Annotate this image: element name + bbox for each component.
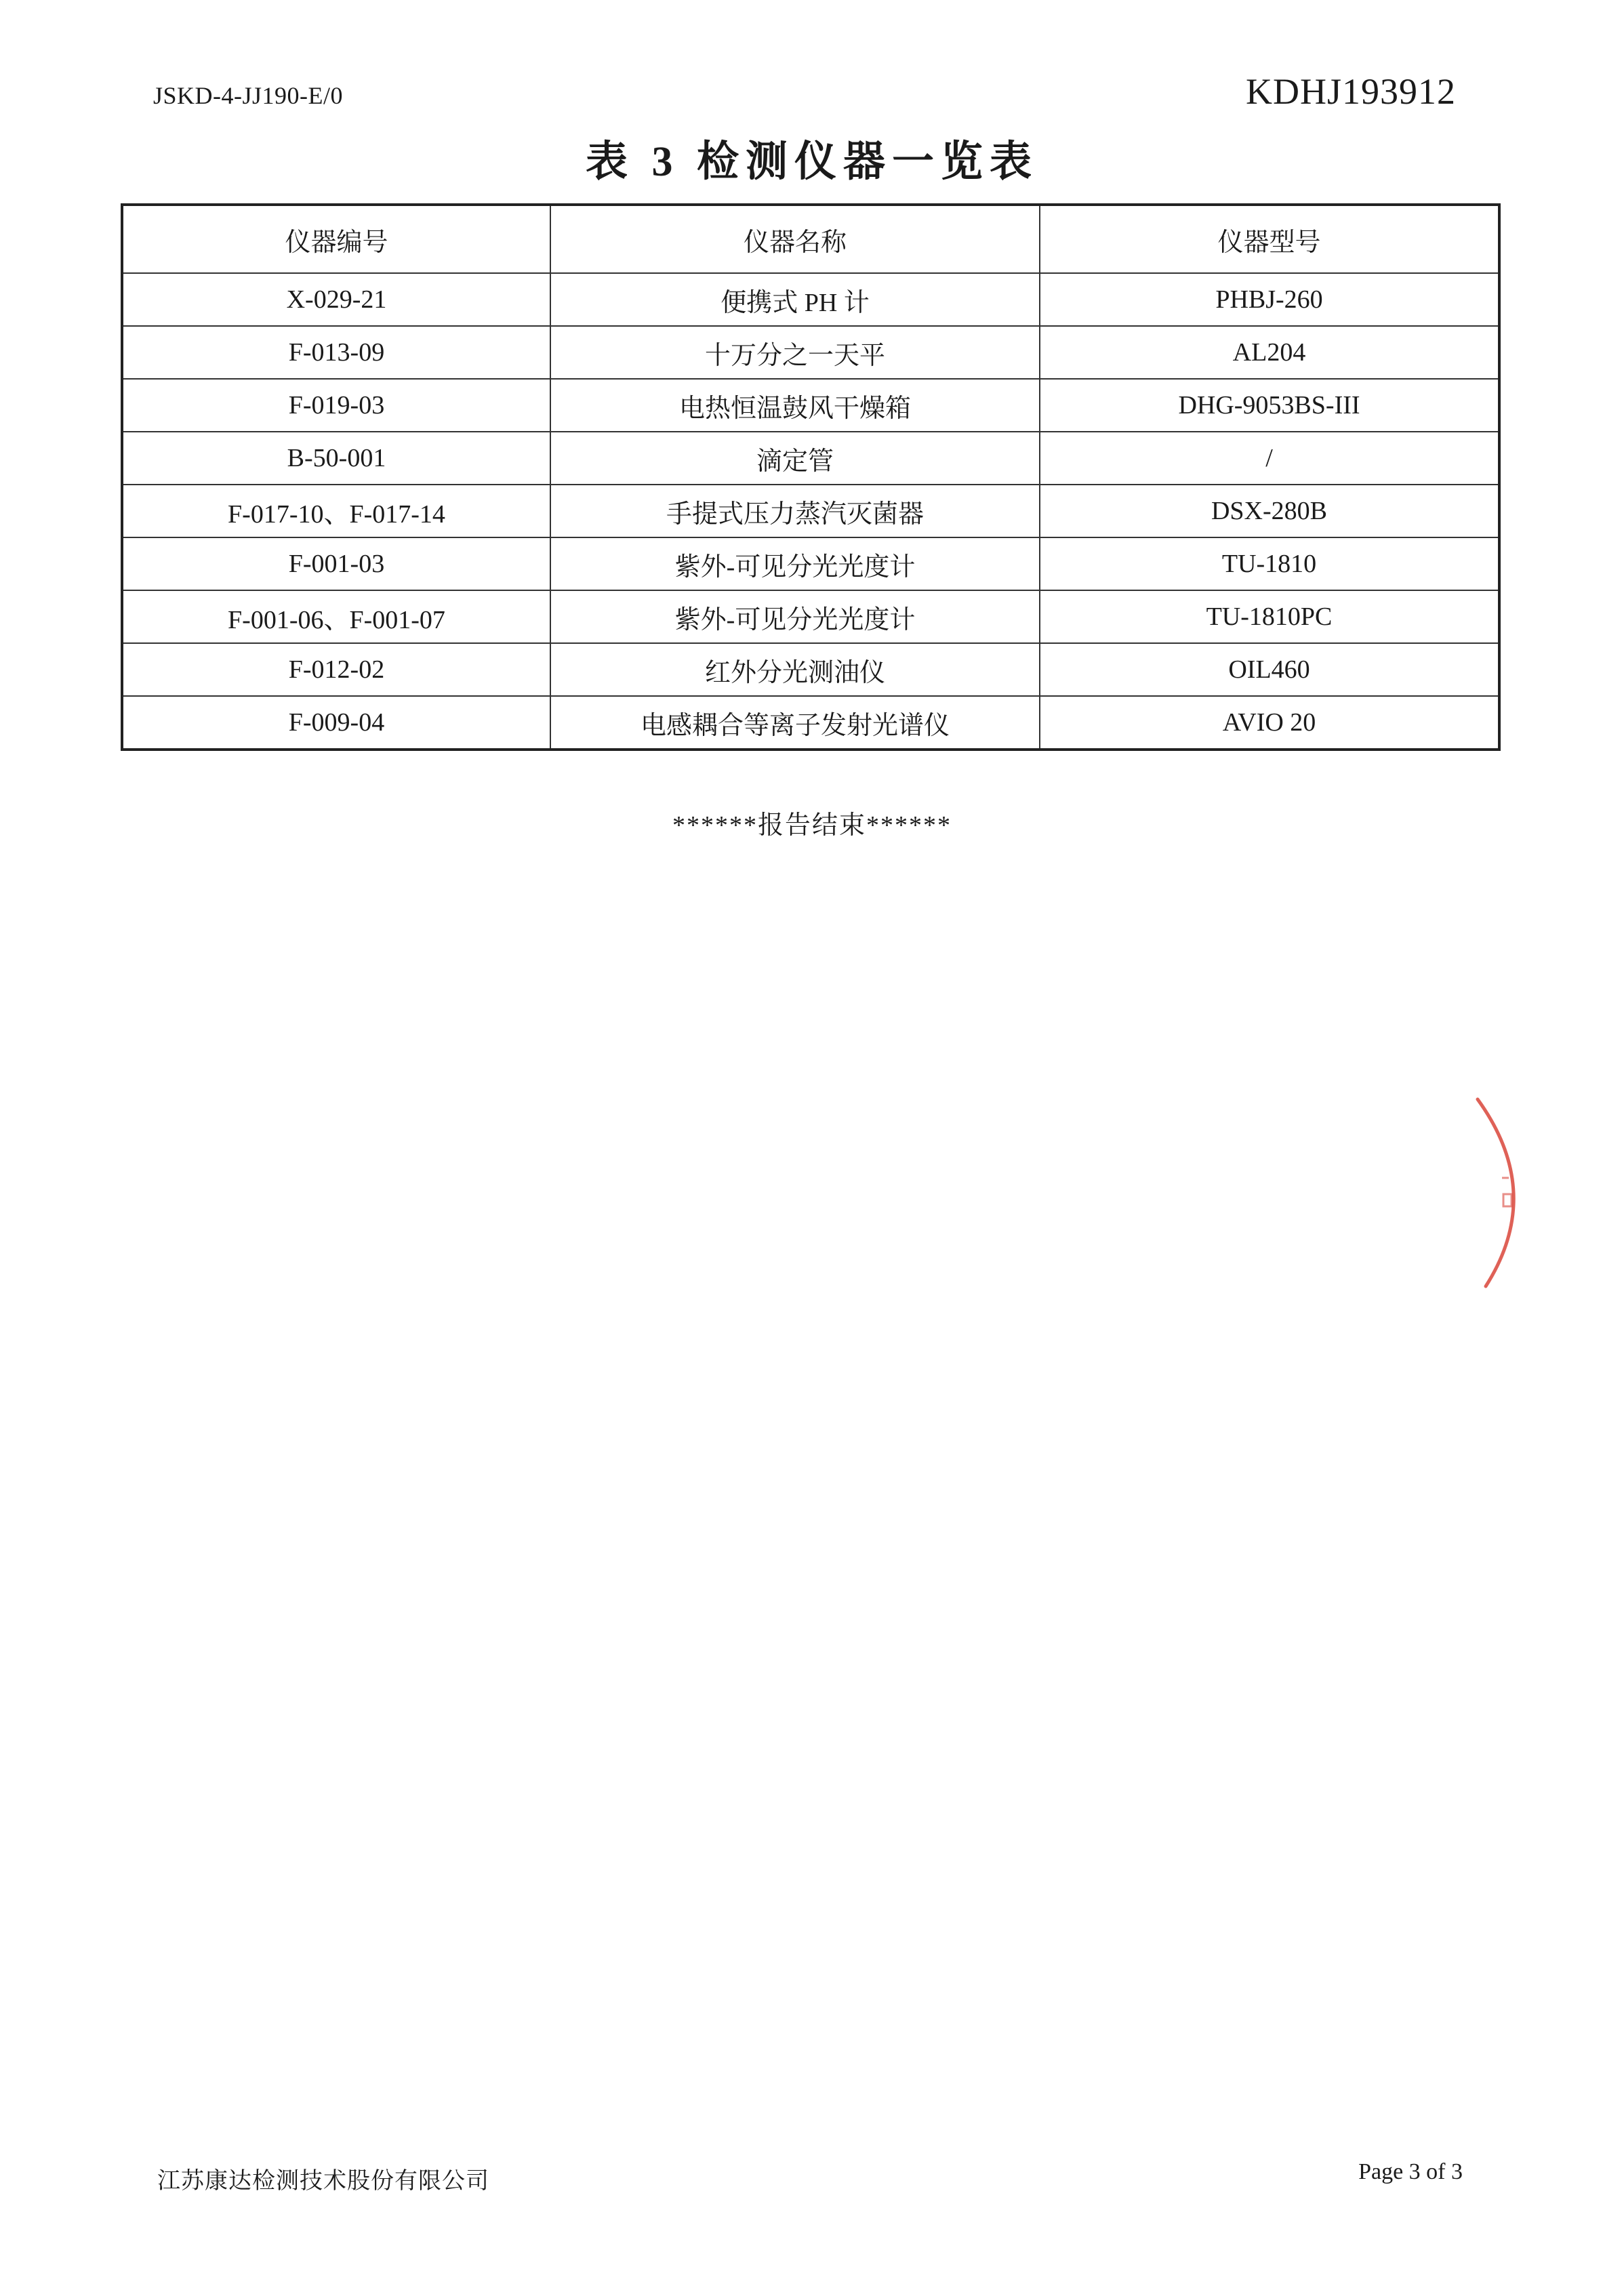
instrument-name-cell: 手提式压力蒸汽灭菌器 xyxy=(550,485,1040,537)
instrument-table xyxy=(123,206,1498,748)
instrument-id-cell: F-009-04 xyxy=(123,696,550,748)
instrument-name-cell: 十万分之一天平 xyxy=(550,326,1040,379)
table-row xyxy=(123,537,1498,590)
column-header-instrument-name: 仪器名称 xyxy=(550,206,1040,273)
instrument-model-cell: DSX-280B xyxy=(1040,485,1498,537)
instrument-id-cell: F-013-09 xyxy=(123,326,550,379)
instrument-name-cell: 红外分光测油仪 xyxy=(550,643,1040,696)
instrument-name-cell: 滴定管 xyxy=(550,432,1040,485)
seal-stamp-icon xyxy=(1464,1091,1545,1294)
instrument-model-cell: PHBJ-260 xyxy=(1040,273,1498,326)
column-header-instrument-id: 仪器编号 xyxy=(123,206,550,273)
table-title: 表 3 检测仪器一览表 xyxy=(585,139,1038,185)
instrument-name-cell: 电热恒温鼓风干燥箱 xyxy=(550,379,1040,432)
instrument-model-cell: / xyxy=(1040,432,1498,485)
instrument-model-cell: AL204 xyxy=(1040,326,1498,379)
instrument-model-cell: TU-1810 xyxy=(1040,537,1498,590)
instrument-id-cell: F-012-02 xyxy=(123,643,550,696)
report-number: KDHJ193912 xyxy=(1245,71,1456,112)
document-code: JSKD-4-JJ190-E/0 xyxy=(153,82,344,109)
report-end-mark: ******报告结束****** xyxy=(672,811,952,840)
table-row xyxy=(123,432,1498,485)
instrument-name-cell: 紫外-可见分光光度计 xyxy=(550,537,1040,590)
instrument-id-cell: B-50-001 xyxy=(123,432,550,485)
table-row xyxy=(123,326,1498,379)
table-row xyxy=(123,696,1498,748)
instrument-model-cell: DHG-9053BS-III xyxy=(1040,379,1498,432)
instrument-table-frame xyxy=(121,203,1501,751)
instrument-name-cell: 电感耦合等离子发射光谱仪 xyxy=(550,696,1040,748)
table-row xyxy=(123,485,1498,537)
table-row xyxy=(123,273,1498,326)
column-header-instrument-model: 仪器型号 xyxy=(1040,206,1498,273)
instrument-id-cell: F-019-03 xyxy=(123,379,550,432)
table-row xyxy=(123,379,1498,432)
instrument-model-cell: OIL460 xyxy=(1040,643,1498,696)
table-row xyxy=(123,643,1498,696)
table-header-row xyxy=(123,206,1498,273)
company-name: 江苏康达检测技术股份有限公司 xyxy=(157,2169,489,2194)
instrument-id-cell: F-017-10、F-017-14 xyxy=(123,485,550,537)
table-row xyxy=(123,590,1498,643)
instrument-model-cell: TU-1810PC xyxy=(1040,590,1498,643)
instrument-id-cell: F-001-03 xyxy=(123,537,550,590)
instrument-name-cell: 紫外-可见分光光度计 xyxy=(550,590,1040,643)
instrument-name-cell: 便携式 PH 计 xyxy=(550,273,1040,326)
instrument-id-cell: F-001-06、F-001-07 xyxy=(123,590,550,643)
page-number: Page 3 of 3 xyxy=(1358,2159,1463,2184)
instrument-id-cell: X-029-21 xyxy=(123,273,550,326)
instrument-model-cell: AVIO 20 xyxy=(1040,696,1498,748)
